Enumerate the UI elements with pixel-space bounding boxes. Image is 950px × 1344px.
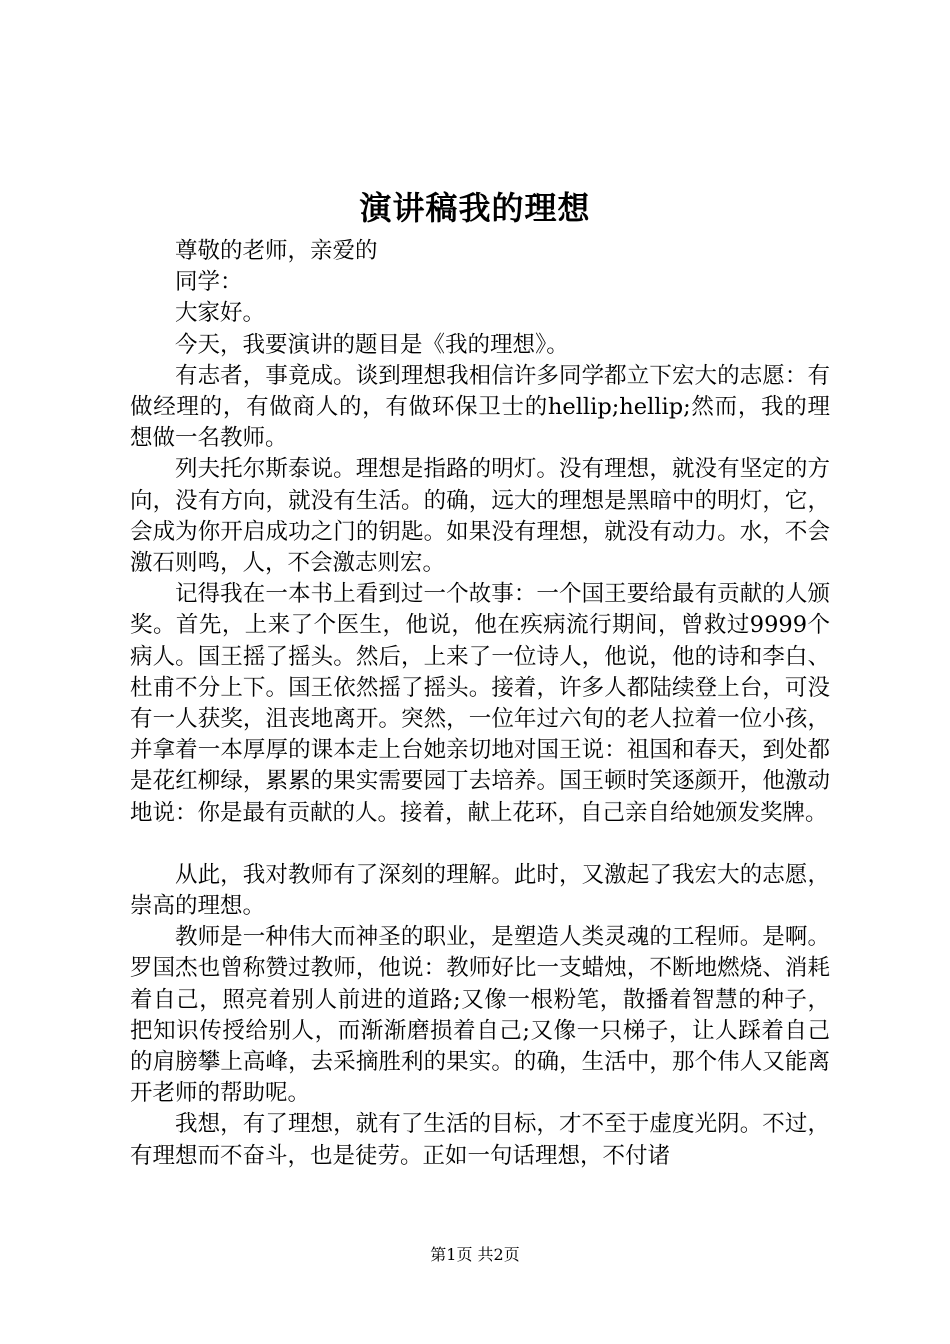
paragraph-salutation-1: 尊敬的老师，亲爱的 <box>175 238 378 264</box>
paragraph-teacher: 教师是一种伟大而神圣的职业，是塑造人类灵魂的工程师。是啊。罗国杰也曾称赞过教师，他说：教师好比一支蜡烛，不断地燃烧、消耗着自己，照亮着别人前进的道路;又像一根粉笔，散播着智慧的种子，把知识传授给别人，而渐渐磨损着自己;又像一只梯子，让人踩着自己的肩膀攀上高峰，去采摘胜利的果实。的确，生活中，那个伟人又能离开老师的帮助呢。 <box>130 924 830 1107</box>
paragraph-greeting: 大家好。 <box>175 300 266 327</box>
paragraph-tolstoy: 列夫托尔斯泰说。理想是指路的明灯。没有理想，就没有坚定的方向，没有方向，就没有生活。的确，远大的理想是黑暗中的明灯，它，会成为你开启成功之门的钥匙。如果没有理想，就没有动力。水，不会激石则鸣，人，不会激志则宏。 <box>130 456 830 577</box>
paragraph-ambition: 有志者，事竟成。谈到理想我相信许多同学都立下宏大的志愿：有做经理的，有做商人的，有做环保卫士的hellip;hellip;然而，我的理想做一名教师。 <box>130 362 830 452</box>
paragraph-understanding: 从此，我对教师有了深刻的理解。此时，又激起了我宏大的志愿，崇高的理想。 <box>130 861 830 920</box>
paragraph-closing: 我想，有了理想，就有了生活的目标，才不至于虚度光阴。不过，有理想而不奋斗，也是徒劳。正如一句话理想，不付诸 <box>130 1111 830 1169</box>
document-body <box>130 236 830 1172</box>
paragraph-topic: 今天，我要演讲的题目是《我的理想》。 <box>175 331 569 358</box>
paragraph-salutation-2: 同学： <box>175 269 243 296</box>
page-number-footer: 第1页 共2页 <box>430 1245 520 1264</box>
paragraph-story: 记得我在一本书上看到过一个故事：一个国王要给最有贡献的人颁奖。首先，上来了个医生，他说，他在疾病流行期间，曾救过9999个病人。国王摇了摇头。然后，上来了一位诗人，他说，他的诗和李白、杜甫不分上下。国王依然摇了摇头。接着，许多人都陆续登上台，可没有一人获奖，沮丧地离开。突然，一位年过六旬的老人拉着一位小孩，并拿着一本厚厚的课本走上台她亲切地对国王说：祖国和春天，到处都是花红柳绿，累累的果实需要园丁去培养。国王顿时笑逐颜开，他激动地说：你是最有贡献的人。接着，献上花环，自己亲自给她颁发奖牌。 <box>130 581 830 826</box>
page-title: 演讲稿我的理想 <box>359 189 591 227</box>
